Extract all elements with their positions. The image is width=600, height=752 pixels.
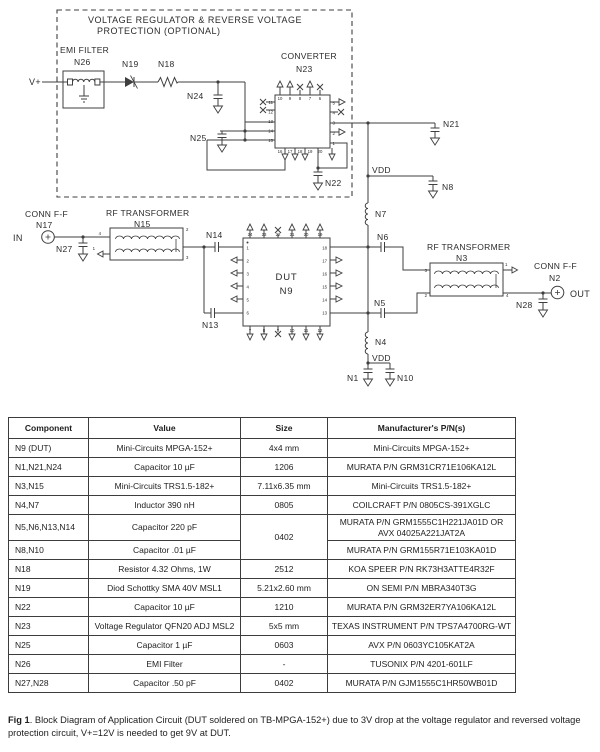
transformer-right-pin-bl: 2 bbox=[424, 293, 427, 298]
pin-number: 2 bbox=[332, 130, 335, 136]
pin-number: 8 bbox=[298, 96, 302, 101]
conn-ff-in-label: CONN F-F bbox=[25, 209, 69, 219]
inductor-n4-icon bbox=[365, 332, 368, 354]
pin-number: 10 bbox=[289, 328, 295, 333]
pin-number: 3 bbox=[246, 271, 249, 277]
diagram-labels bbox=[13, 15, 590, 383]
n2-label: N2 bbox=[549, 273, 561, 283]
table-row bbox=[9, 636, 516, 655]
capacitor-n22-icon bbox=[314, 172, 323, 190]
table-cell: Mini-Circuits MPGA-152+ bbox=[89, 439, 241, 458]
dut-label: DUT bbox=[275, 272, 298, 283]
n5-label: N5 bbox=[374, 298, 386, 308]
table-cell: MURATA P/N GRM32ER7YA106KA12L bbox=[328, 598, 516, 617]
pin-number: 12 bbox=[268, 109, 273, 115]
pin-number: 5 bbox=[332, 100, 335, 106]
vdd-top-label: VDD bbox=[372, 165, 391, 175]
table-cell: N1,N21,N24 bbox=[9, 458, 89, 477]
table-cell: Capacitor 10 µF bbox=[89, 458, 241, 477]
emi-filter-label: EMI FILTER bbox=[60, 45, 110, 55]
output-connector-icon bbox=[551, 286, 564, 299]
pin-number: 13 bbox=[322, 310, 327, 316]
inductor-n7-icon bbox=[365, 203, 368, 225]
table-cell: 1210 bbox=[241, 598, 328, 617]
table-cell: MURATA P/N GRM31CR71E106KA12L bbox=[328, 458, 516, 477]
n4-label: N4 bbox=[375, 337, 387, 347]
component-table-wrap bbox=[8, 417, 516, 693]
capacitor-n14-icon bbox=[215, 242, 219, 252]
n23-label: N23 bbox=[296, 64, 313, 74]
pin-number: 2 bbox=[246, 258, 249, 264]
table-row bbox=[9, 598, 516, 617]
in-label: IN bbox=[13, 233, 23, 243]
pin-number: 15 bbox=[322, 284, 327, 290]
pin-number: 13 bbox=[268, 119, 273, 124]
table-cell: N25 bbox=[9, 636, 89, 655]
pin-number: 18 bbox=[297, 149, 303, 154]
table-cell: 0603 bbox=[241, 636, 328, 655]
table-cell: MURATA P/N GJM1555C1HR50WB01D bbox=[328, 674, 516, 693]
component-table bbox=[8, 417, 516, 693]
figure-caption bbox=[8, 714, 596, 740]
transformer-left-pin-tl: 4 bbox=[98, 231, 101, 236]
resistor-icon bbox=[158, 78, 178, 87]
table-row bbox=[9, 477, 516, 496]
capacitor-n8-icon bbox=[429, 176, 438, 198]
pin-number: 19 bbox=[317, 232, 323, 237]
n18-label: N18 bbox=[158, 59, 175, 69]
pin-number: 1 bbox=[332, 140, 335, 146]
pin-number: 1 bbox=[246, 245, 249, 251]
pin-number: 10 bbox=[277, 96, 283, 101]
table-cell: N3,N15 bbox=[9, 477, 89, 496]
pin-number: 9 bbox=[276, 328, 280, 333]
converter-pin-numbers-bottom bbox=[278, 149, 323, 154]
transformer-left-pin-br: 3 bbox=[186, 255, 189, 260]
table-cell: N23 bbox=[9, 617, 89, 636]
capacitor-n1-icon bbox=[364, 363, 373, 386]
table-cell: 5x5 mm bbox=[241, 617, 328, 636]
transformer-right-pin-br: 4 bbox=[506, 293, 509, 298]
capacitor-n13-icon bbox=[211, 308, 215, 318]
converter-chip bbox=[260, 81, 345, 160]
capacitor-n6-icon bbox=[381, 242, 385, 252]
table-cell: AVX P/N 0603YC105KAT2A bbox=[328, 636, 516, 655]
emi-filter-symbol bbox=[63, 71, 104, 108]
table-cell: Voltage Regulator QFN20 ADJ MSL2 bbox=[89, 617, 241, 636]
table-cell: 7.11x6.35 mm bbox=[241, 477, 328, 496]
pin-number: 6 bbox=[318, 96, 322, 101]
header-component: Component bbox=[9, 418, 89, 439]
table-cell: Inductor 390 nH bbox=[89, 496, 241, 515]
n14-label: N14 bbox=[206, 230, 223, 240]
pin-number: 20 bbox=[317, 149, 323, 154]
table-cell: N9 (DUT) bbox=[9, 439, 89, 458]
transformer-left-pin-tr: 2 bbox=[186, 227, 189, 232]
pin-number: 17 bbox=[287, 149, 293, 154]
table-row bbox=[9, 439, 516, 458]
table-row bbox=[9, 515, 516, 541]
capacitor-n25-icon bbox=[218, 131, 227, 152]
n25-label: N25 bbox=[190, 133, 207, 143]
capacitor-n28-icon bbox=[539, 293, 548, 317]
pin-number: 17 bbox=[322, 258, 327, 264]
transformer-right-pin-tr: 1 bbox=[505, 262, 508, 267]
pin-number: 3 bbox=[332, 120, 335, 126]
table-body bbox=[9, 439, 516, 693]
table-cell: MURATA P/N GRM1555C1H221JA01D OR AVX 04025A221JAT2A bbox=[328, 515, 516, 541]
pin-number: 6 bbox=[246, 310, 249, 316]
pin-number: 23 bbox=[261, 232, 267, 237]
pin-number: 7 bbox=[308, 96, 312, 101]
figure-caption-label: Fig 1 bbox=[8, 715, 30, 725]
table-cell: TEXAS INSTRUMENT P/N TPS7A4700RG-WT bbox=[328, 617, 516, 636]
table-cell: N22 bbox=[9, 598, 89, 617]
header-value: Value bbox=[89, 418, 241, 439]
table-cell: Capacitor 1 µF bbox=[89, 636, 241, 655]
table-cell: Mini-Circuits TRS1.5-182+ bbox=[328, 477, 516, 496]
conn-ff-out-label: CONN F-F bbox=[534, 261, 578, 271]
n13-label: N13 bbox=[202, 320, 219, 330]
capacitor-n27-icon bbox=[79, 237, 88, 261]
table-row bbox=[9, 655, 516, 674]
input-connector-icon bbox=[42, 231, 55, 244]
pin-number: 24 bbox=[247, 232, 253, 237]
pin-number: 7 bbox=[248, 328, 252, 333]
pin-number: 14 bbox=[322, 297, 327, 303]
table-row bbox=[9, 496, 516, 515]
vdd-bottom-label: VDD bbox=[372, 353, 391, 363]
table-row bbox=[9, 458, 516, 477]
pin-number: 5 bbox=[246, 297, 249, 303]
pin-number: 22 bbox=[275, 232, 281, 237]
pin-number: 8 bbox=[262, 328, 266, 333]
dut-pin-numbers-top bbox=[248, 232, 323, 237]
pin-number: 21 bbox=[289, 232, 295, 237]
table-row bbox=[9, 579, 516, 598]
converter-pin-numbers-left bbox=[268, 100, 273, 143]
v-plus-label: V+ bbox=[29, 77, 42, 87]
rf-transformer-left-symbol bbox=[93, 227, 189, 260]
figure-caption-text: . Block Diagram of Application Circuit (DUT soldered on TB-MPGA-152+) due to 3V drop at the voltage regulator and reversed voltage protection circuit, V+=12V is needed to get 9V at DUT. bbox=[8, 715, 581, 739]
header-pn: Manufacturer's P/N(s) bbox=[328, 418, 516, 439]
table-cell: 5.21x2.60 mm bbox=[241, 579, 328, 598]
n24-label: N24 bbox=[187, 91, 204, 101]
table-cell: KOA SPEER P/N RK73H3ATTE4R32F bbox=[328, 560, 516, 579]
table-row bbox=[9, 674, 516, 693]
pin-number: 19 bbox=[307, 149, 313, 154]
table-cell: 0402 bbox=[241, 515, 328, 560]
pin-number: 11 bbox=[268, 100, 273, 105]
pin-number: 18 bbox=[322, 245, 327, 251]
table-cell: 0402 bbox=[241, 674, 328, 693]
table-cell: N19 bbox=[9, 579, 89, 598]
n6-label: N6 bbox=[377, 232, 389, 242]
pin-number: 14 bbox=[268, 128, 273, 134]
table-cell: Capacitor .01 µF bbox=[89, 541, 241, 560]
capacitor-n10-icon bbox=[386, 363, 395, 386]
transformer-left-pin-bl: 1 bbox=[92, 246, 95, 251]
n19-label: N19 bbox=[122, 59, 139, 69]
table-cell: 4x4 mm bbox=[241, 439, 328, 458]
pin-number: 16 bbox=[277, 149, 283, 154]
table-cell: - bbox=[241, 655, 328, 674]
table-cell: MURATA P/N GRM155R71E103KA01D bbox=[328, 541, 516, 560]
out-label: OUT bbox=[570, 289, 591, 299]
n7-label: N7 bbox=[375, 209, 387, 219]
table-cell: 2512 bbox=[241, 560, 328, 579]
pin-number: 4 bbox=[246, 284, 249, 290]
n8-label: N8 bbox=[442, 182, 454, 192]
n21-label: N21 bbox=[443, 119, 460, 129]
table-cell: Capacitor .50 pF bbox=[89, 674, 241, 693]
table-cell: ON SEMI P/N MBRA340T3G bbox=[328, 579, 516, 598]
pin-number: 15 bbox=[268, 138, 273, 143]
table-cell: Capacitor 220 pF bbox=[89, 515, 241, 541]
n28-label: N28 bbox=[516, 300, 533, 310]
pin-number: 9 bbox=[288, 96, 292, 101]
table-cell: N5,N6,N13,N14 bbox=[9, 515, 89, 541]
table-row bbox=[9, 617, 516, 636]
table-cell: Mini-Circuits TRS1.5-182+ bbox=[89, 477, 241, 496]
table-cell: EMI Filter bbox=[89, 655, 241, 674]
table-cell: N27,N28 bbox=[9, 674, 89, 693]
converter-label: CONVERTER bbox=[281, 51, 337, 61]
pin-number: 16 bbox=[322, 271, 327, 277]
n9-label: N9 bbox=[279, 286, 294, 297]
n10-label: N10 bbox=[397, 373, 414, 383]
table-cell: Diod Schottky SMA 40V MSL1 bbox=[89, 579, 241, 598]
n15-label: N15 bbox=[134, 219, 151, 229]
n3-label: N3 bbox=[456, 253, 468, 263]
table-cell: Mini-Circuits MPGA-152+ bbox=[328, 439, 516, 458]
table-cell: N26 bbox=[9, 655, 89, 674]
section-title-line1: VOLTAGE REGULATOR & REVERSE VOLTAGE bbox=[88, 15, 303, 25]
pin-number: 11 bbox=[303, 328, 309, 333]
rf-transformer-left-label: RF TRANSFORMER bbox=[106, 208, 190, 218]
table-cell: N18 bbox=[9, 560, 89, 579]
rf-transformer-right-label: RF TRANSFORMER bbox=[427, 242, 511, 252]
table-cell: Capacitor 10 µF bbox=[89, 598, 241, 617]
table-row bbox=[9, 560, 516, 579]
n17-label: N17 bbox=[36, 220, 53, 230]
dut-pin-numbers-bottom bbox=[249, 328, 323, 333]
capacitor-n21-icon bbox=[431, 123, 440, 145]
capacitor-n24-icon bbox=[214, 82, 223, 113]
n26-label: N26 bbox=[74, 57, 91, 67]
table-cell: TUSONIX P/N 4201-601LF bbox=[328, 655, 516, 674]
n1-label: N1 bbox=[347, 373, 359, 383]
table-header bbox=[9, 418, 516, 439]
header-size: Size bbox=[241, 418, 328, 439]
capacitor-n5-icon bbox=[381, 308, 385, 318]
n27-label: N27 bbox=[56, 244, 73, 254]
pin-number: 20 bbox=[303, 232, 309, 237]
n22-label: N22 bbox=[325, 178, 342, 188]
table-cell: 1206 bbox=[241, 458, 328, 477]
table-cell: Resistor 4.32 Ohms, 1W bbox=[89, 560, 241, 579]
section-title-line2: PROTECTION (OPTIONAL) bbox=[97, 26, 221, 36]
pin-number: 12 bbox=[317, 328, 323, 333]
table-cell: 0805 bbox=[241, 496, 328, 515]
transformer-right-pin-tl: 3 bbox=[424, 268, 427, 273]
table-cell: N8,N10 bbox=[9, 541, 89, 560]
table-cell: N4,N7 bbox=[9, 496, 89, 515]
table-cell: COILCRAFT P/N 0805CS-391XGLC bbox=[328, 496, 516, 515]
pin-number: 4 bbox=[332, 110, 335, 116]
